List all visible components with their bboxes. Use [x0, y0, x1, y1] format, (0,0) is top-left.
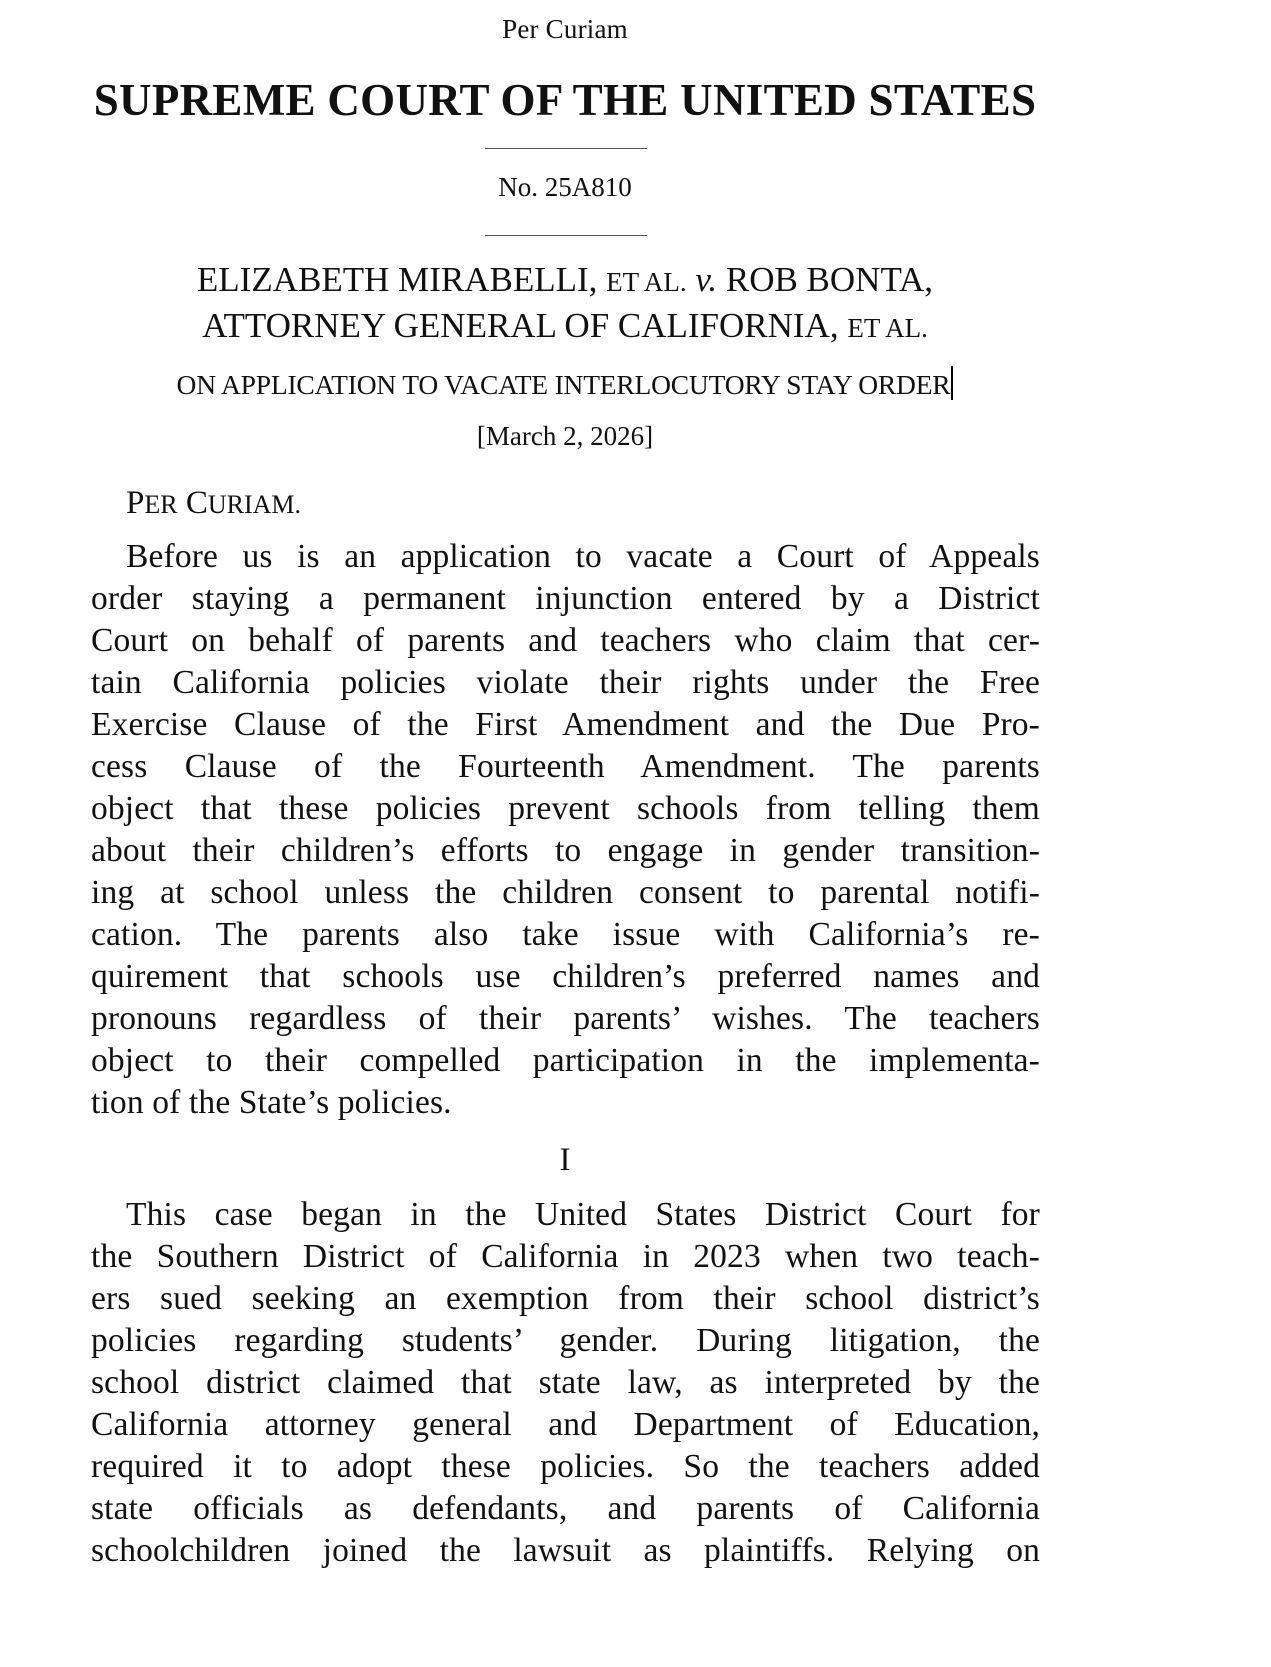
text-line: Exercise Clause of the First Amendment and the Due Pro-	[91, 706, 1040, 743]
per-curiam-label	[126, 485, 301, 522]
caption-line-2	[0, 304, 1130, 350]
versus: v.	[695, 260, 718, 299]
respondent-et-al: ET AL.	[847, 313, 928, 343]
text-line: state officials as defendants, and parents of California	[91, 1490, 1040, 1527]
application-text: ON APPLICATION TO VACATE INTERLOCUTORY STAY ORDER	[176, 369, 951, 400]
petitioner-name: ELIZABETH MIRABELLI,	[196, 260, 598, 299]
text-line: order staying a permanent injunction entered by a District	[91, 580, 1040, 617]
text-line: required it to adopt these policies. So the teachers added	[91, 1448, 1040, 1485]
text-line: This case began in the United States District Court for	[126, 1196, 1040, 1233]
section-heading: I	[559, 1142, 571, 1178]
divider-rule	[485, 148, 647, 149]
respondent-name: ROB BONTA,	[725, 260, 934, 299]
paragraph-1	[91, 536, 1040, 1124]
case-caption	[0, 258, 1130, 350]
text-line: schoolchildren joined the lawsuit as plaintiffs. Relying on	[91, 1532, 1040, 1569]
text-line: tion of the State’s policies.	[91, 1084, 452, 1121]
text-line: object to their compelled participation in the implementa-	[91, 1042, 1040, 1079]
per-curiam-uriam: URIAM.	[207, 490, 302, 519]
text-line: object that these policies prevent schools from telling them	[91, 790, 1040, 827]
text-line: pronouns regardless of their parents’ wishes. The teachers	[91, 1000, 1040, 1037]
text-line: tain California policies violate their rights under the Free	[91, 664, 1040, 701]
text-line: the Southern District of California in 2023 when two teach-	[91, 1238, 1040, 1275]
court-title: SUPREME COURT OF THE UNITED STATES	[93, 75, 1037, 125]
text-line: Before us is an application to vacate a Court of Appeals	[126, 538, 1040, 575]
text-line: cess Clause of the Fourteenth Amendment. The parents	[91, 748, 1040, 785]
text-line: school district claimed that state law, as interpreted by the	[91, 1364, 1040, 1401]
decision-date: [March 2, 2026]	[476, 421, 654, 451]
text-line: California attorney general and Department of Education,	[91, 1406, 1040, 1443]
petitioner-et-al: ET AL.	[606, 267, 687, 297]
text-line: policies regarding students’ gender. During litigation, the	[91, 1322, 1040, 1359]
text-cursor	[951, 366, 953, 400]
respondent-title: ATTORNEY GENERAL OF CALIFORNIA,	[202, 306, 839, 345]
text-line: Court on behalf of parents and teachers who claim that cer-	[91, 622, 1040, 659]
caption-line-1	[0, 258, 1130, 304]
docket-number: No. 25A810	[498, 172, 632, 202]
text-line: about their children’s efforts to engage in gender transition-	[91, 832, 1040, 869]
running-head: Per Curiam	[502, 14, 628, 44]
text-line: cation. The parents also take issue with California’s re-	[91, 916, 1040, 953]
paragraph-2	[91, 1194, 1040, 1572]
text-line: quirement that schools use children’s preferred names and	[91, 958, 1040, 995]
text-line: ing at school unless the children consent to parental notifi-	[91, 874, 1040, 911]
divider-rule	[485, 235, 647, 236]
per-curiam-p: P	[126, 485, 145, 521]
application-line[interactable]	[0, 366, 1130, 401]
text-line: ers sued seeking an exemption from their school district’s	[91, 1280, 1040, 1317]
per-curiam-er: ER	[144, 490, 178, 519]
per-curiam-c: C	[185, 485, 208, 521]
